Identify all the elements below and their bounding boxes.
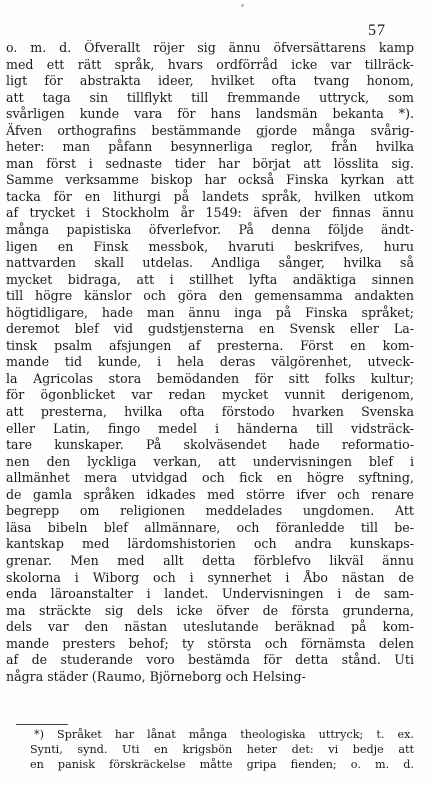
text-line: heter: man påfann besynnerliga reglor, från hvilka bbox=[6, 139, 414, 155]
text-line: deremot blef vid gudstjensterna en Svensk eller La- bbox=[6, 321, 414, 337]
footnote-line: *) Språket har lånat många theologiska uttryck; t. ex. bbox=[34, 728, 414, 741]
text-line: mande tid kunde, i hela deras välgörenhet, utveck- bbox=[6, 354, 414, 370]
text-line: af trycket i Stockholm år 1549: äfven der finnas ännu bbox=[6, 205, 414, 221]
text-line: ligt för abstrakta ideer, hvilket ofta tvang honom, bbox=[6, 73, 414, 89]
text-line: skolorna i Wiborg och i synnerhet i Åbo nästan de bbox=[6, 569, 414, 585]
text-line: med ett rätt språk, hvars ordförråd icke var tillräck- bbox=[6, 56, 414, 72]
text-line: eller Latin, fingo medel i händerna till vidsträck- bbox=[6, 420, 414, 436]
text-line: dels var den nästan uteslutande beräknad på kom- bbox=[6, 619, 414, 635]
text-line: många papistiska öfverlefvor. På denna följde ändt- bbox=[6, 222, 414, 238]
text-line: la Agricolas stora bemödanden för sitt folks kultur; bbox=[6, 370, 414, 386]
text-line: de gamla språken idkades med större ifver och renare bbox=[6, 486, 414, 502]
text-line: högtidligare, hade man ännu inga på Finska språket; bbox=[6, 304, 414, 320]
text-line: man först i sednaste tider har börjat att lösslita sig. bbox=[6, 155, 414, 171]
text-line: enda läroanstalter i landet. Undervisningen i de sam- bbox=[6, 586, 414, 602]
text-line: o. m. d. Öfverallt röjer sig ännu öfversättarens kamp bbox=[6, 40, 414, 55]
text-line: ma sträckte sig dels icke öfver de första grunderna, bbox=[6, 602, 414, 618]
text-line: begrepp om religionen meddelades ungdomen. Att bbox=[6, 503, 414, 519]
text-line: tare kunskaper. På skolväsendet hade reformatio- bbox=[6, 437, 414, 453]
text-line: tinsk psalm afsjungen af presterna. Först en kom- bbox=[6, 337, 414, 353]
text-line: mycket bidraga, att i stillhet lyfta andäktiga sinnen bbox=[6, 271, 414, 287]
footnote-rule bbox=[16, 724, 68, 725]
text-line: ligen en Finsk messbok, hvaruti beskrifves, huru bbox=[6, 238, 414, 254]
text-line: läsa bibeln blef allmännare, och föranledde till be- bbox=[6, 519, 414, 535]
text-line: kantskap med lärdomshistorien och andra kunskaps- bbox=[6, 536, 414, 552]
text-line: grenar. Men med allt detta förblefvo likväl ännu bbox=[6, 552, 414, 568]
text-line: Äfven orthografins bestämmande gjorde många svårig- bbox=[6, 122, 414, 138]
text-line: till högre känslor och göra den gemensamma andakten bbox=[6, 288, 414, 304]
text-line: tacka för en lithurgi på landets språk, hvilken utkom bbox=[6, 188, 414, 204]
text-line: nen den lyckliga verkan, att undervisningen blef i bbox=[6, 453, 414, 469]
text-line: Samme verksamme biskop har också Finska kyrkan att bbox=[6, 172, 414, 188]
text-line: mande presters behof; ty största och förnämsta delen bbox=[6, 635, 414, 651]
text-line: för ögonblicket var redan mycket vunnit derigenom, bbox=[6, 387, 414, 403]
page-number: 57 bbox=[368, 22, 386, 39]
text-line: att presterna, hvilka ofta förstodo hvarken Svenska bbox=[6, 404, 414, 420]
text-line: att taga sin tillflykt till fremmande uttryck, som bbox=[6, 89, 414, 105]
text-line: svårligen kunde vara för hans landsmän bekanta *). bbox=[6, 106, 414, 122]
text-line: af de studerande voro bestämda för detta stånd. Uti bbox=[6, 652, 414, 668]
ink-spot bbox=[241, 4, 244, 7]
text-line: några städer (Raumo, Björneborg och Helsing- bbox=[6, 668, 306, 684]
footnote-line: en panisk förskräckelse måtte gripa fienden; o. m. d. bbox=[30, 758, 414, 771]
footnote-line: Synti, synd. Uti en krigsbön heter det: vi bedje att bbox=[30, 743, 414, 756]
text-line: allmänhet mera utvidgad och fick en högre syftning, bbox=[6, 470, 414, 486]
body-text bbox=[0, 40, 424, 685]
footnote bbox=[0, 727, 424, 772]
text-line: nattvarden skall utdelas. Andliga sånger, hvilka så bbox=[6, 255, 414, 271]
